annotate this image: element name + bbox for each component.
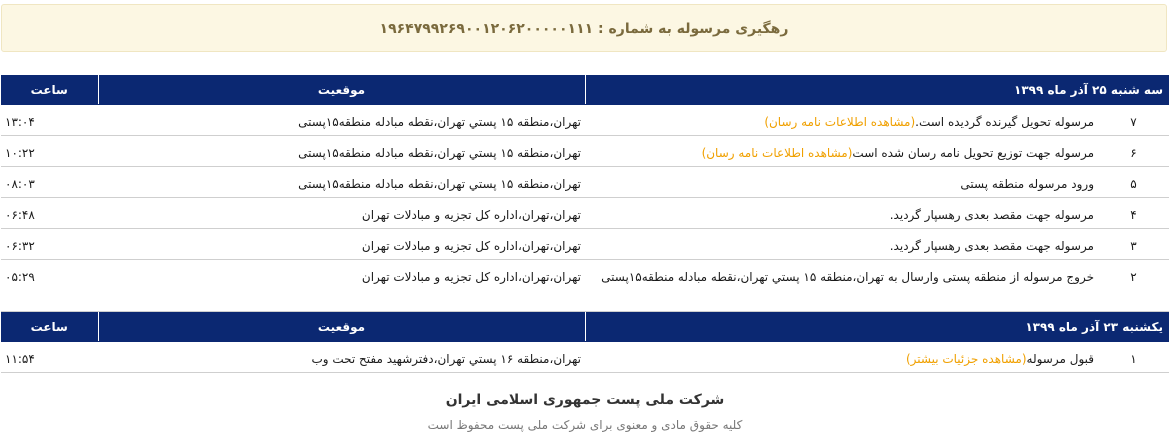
table-row [1, 229, 1169, 260]
day-header-row [1, 75, 1169, 105]
table-row [1, 198, 1169, 229]
event-location: تهران،منطقه ۱۵ پستي تهران،نقطه مبادله منطقه۱۵پستی [98, 167, 585, 198]
event-time: ۱۰:۲۲ [1, 136, 98, 167]
column-header-time: ساعت [1, 75, 98, 105]
event-status-text: خروج مرسوله از منطقه پستی وارسال به تهران،منطقه ۱۵ پستي تهران،نقطه مبادله منطقه۱۵پستی [601, 270, 1094, 284]
event-description [585, 342, 1098, 373]
event-status-text: قبول مرسوله [1026, 352, 1094, 366]
event-number: ۲ [1098, 260, 1169, 312]
event-time: ۰۵:۲۹ [1, 260, 98, 312]
tracking-table [1, 75, 1169, 373]
column-header-location: موقعیت [98, 312, 585, 342]
column-header-location: موقعیت [98, 75, 585, 105]
tracking-banner [1, 4, 1167, 52]
event-location: تهران،منطقه ۱۵ پستي تهران،نقطه مبادله منطقه۱۵پستی [98, 136, 585, 167]
column-header-time: ساعت [1, 312, 98, 342]
event-number: ۱ [1098, 342, 1169, 373]
event-description [585, 198, 1098, 229]
event-status-text: مرسوله جهت مقصد بعدی رهسپار گردید. [889, 208, 1094, 222]
event-location: تهران،منطقه ۱۶ پستي تهران،دفترشهید مفتح تحت وب [98, 342, 585, 373]
view-courier-info-link[interactable]: (مشاهده اطلاعات نامه رسان) [701, 146, 853, 160]
event-time: ۰۶:۳۲ [1, 229, 98, 260]
event-description [585, 167, 1098, 198]
view-more-details-link[interactable]: (مشاهده جزئیات بیشتر) [905, 352, 1027, 366]
table-row [1, 136, 1169, 167]
event-status-text: مرسوله تحویل گیرنده گردیده است. [915, 115, 1094, 129]
day-date: یکشنبه ۲۳ آذر ماه ۱۳۹۹ [585, 312, 1169, 342]
event-description [585, 136, 1098, 167]
table-row [1, 105, 1169, 136]
event-number: ۴ [1098, 198, 1169, 229]
event-location: تهران،تهران،اداره کل تجزیه و مبادلات تهران [98, 229, 585, 260]
event-time: ۰۶:۴۸ [1, 198, 98, 229]
event-location: تهران،منطقه ۱۵ پستي تهران،نقطه مبادله منطقه۱۵پستی [98, 105, 585, 136]
table-row [1, 260, 1169, 312]
footer-company-name: شرکت ملی پست جمهوری اسلامی ایران [445, 392, 725, 408]
event-status-text: مرسوله جهت توزیع تحویل نامه رسان شده است [852, 146, 1094, 160]
event-location: تهران،تهران،اداره کل تجزیه و مبادلات تهران [98, 260, 585, 312]
table-row [1, 342, 1169, 373]
footer-copyright: کلیه حقوق مادی و معنوی برای شرکت ملی پست محفوظ است [427, 418, 743, 432]
table-row [1, 167, 1169, 198]
view-courier-info-link[interactable]: (مشاهده اطلاعات نامه رسان) [764, 115, 916, 129]
event-time: ۰۸:۰۳ [1, 167, 98, 198]
event-time: ۱۳:۰۴ [1, 105, 98, 136]
event-number: ۵ [1098, 167, 1169, 198]
day-date: سه شنبه ۲۵ آذر ماه ۱۳۹۹ [585, 75, 1169, 105]
event-time: ۱۱:۵۴ [1, 342, 98, 373]
event-description [585, 260, 1098, 312]
event-location: تهران،تهران،اداره کل تجزیه و مبادلات تهران [98, 198, 585, 229]
event-description [585, 105, 1098, 136]
event-status-text: مرسوله جهت مقصد بعدی رهسپار گردید. [889, 239, 1094, 253]
event-number: ۶ [1098, 136, 1169, 167]
event-description [585, 229, 1098, 260]
tracking-title: رهگیری مرسوله به شماره : ۱۹۶۴۷۹۹۲۶۹۰۰۱۲۰۶۲۰۰۰۰۰۱۱۱ [379, 21, 789, 37]
event-number: ۷ [1098, 105, 1169, 136]
event-number: ۳ [1098, 229, 1169, 260]
day-header-row [1, 312, 1169, 342]
event-status-text: ورود مرسوله منطقه پستی [960, 177, 1094, 191]
